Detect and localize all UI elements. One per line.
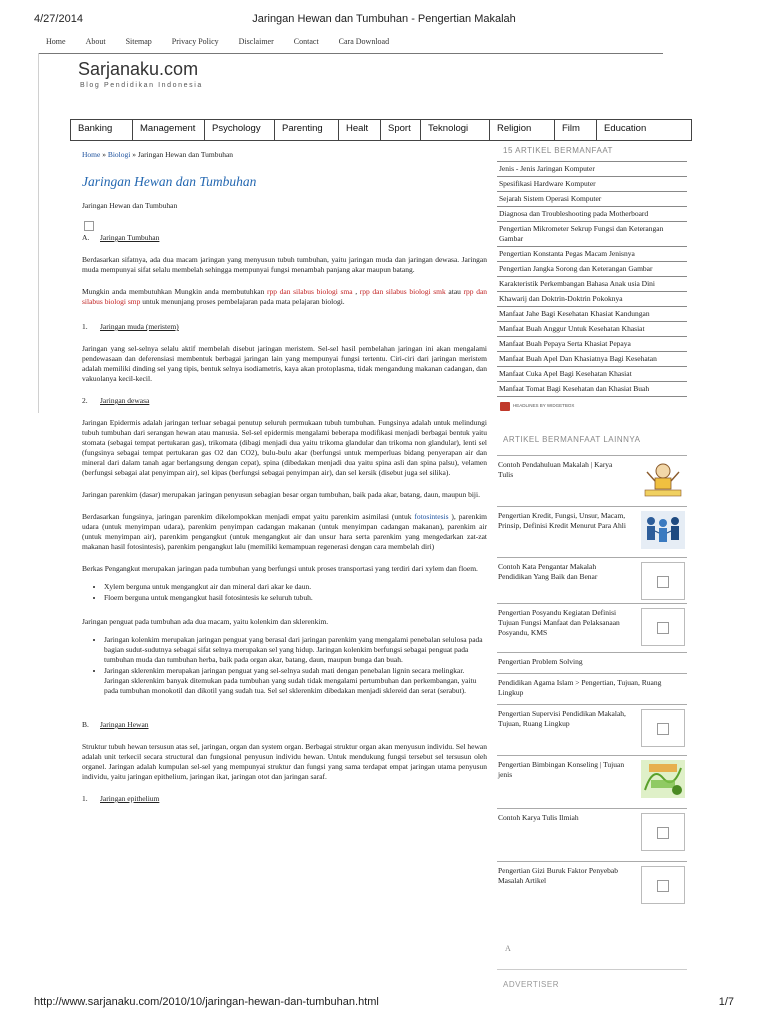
- category-psychology[interactable]: Psychology: [204, 120, 274, 140]
- paragraph: Berkas Pengangkut merupakan jaringan pada tumbuhan yang berfungsi untuk proses transportasi yang terdiri dari xylem dan floem.: [82, 564, 478, 573]
- related-item[interactable]: Pengertian Bimbingan Konseling | Tujuan jenis: [497, 756, 687, 809]
- category-parenting[interactable]: Parenting: [274, 120, 338, 140]
- related-item[interactable]: Pengertian Gizi Buruk Faktor Penyebab Masalah Artikel: [497, 862, 687, 914]
- article-link[interactable]: Jenis - Jenis Jaringan Komputer: [497, 162, 687, 177]
- paragraph-parenkim: Berdasarkan fungsinya, jaringan parenkim dikelompokkan menjadi empat yaitu parenkim asimilasi (untuk fotosintesis ), parenkim udara (untuk menyimpan udara), parenkim penyimpan cadangan makanan (untuk menyimpan cadangan makanan), parenkim air (untuk menyimpan air), parenkim pengangkut (untuk mengangkut air dan unsur hara serta parenkim yang mengedarkan zat-zat makanan hasil fotosintesis), parenkim pengangkut lalu (memiliki kemampuan regenerasi dengan cara membelah diri): [82, 512, 487, 551]
- paragraph: Struktur tubuh hewan tersusun atas sel, jaringan, organ dan system organ. Berbagai struktur organ akan menyusun individu. Sel hewan adalah unit terkecil secara structural dan fungsional penyusun individu hewan. Untuk mendukung fungsi tersebut sel tersusun oleh organel. Jaringan adalah kumpulan sel-sel yang mempunyai struktur dan fungsi yang sama terdapat empat jaringan utama penyusun individu, yaitu jaringan epithelium, jaringan ikat, jaringan otot dan jaringan saraf.: [82, 742, 487, 781]
- site-tagline: Blog Pendidikan Indonesia: [80, 82, 203, 89]
- article-list: [497, 161, 687, 397]
- article-link[interactable]: Manfaat Cuka Apel Bagi Kesehatan Khasiat: [497, 367, 687, 382]
- related-item[interactable]: Pengertian Supervisi Pendidikan Makalah, Tujuan, Ruang Lingkup: [497, 705, 687, 756]
- category-healt[interactable]: Healt: [338, 120, 380, 140]
- category-religion[interactable]: Religion: [489, 120, 554, 140]
- related-item[interactable]: Contoh Karya Tulis Ilmiah: [497, 809, 687, 862]
- headlines-badge[interactable]: HEADLINES BY WIDGETBOX: [500, 401, 687, 411]
- category-sport[interactable]: Sport: [380, 120, 420, 140]
- list-item: • Floem berguna untuk mengangkut hasil fotosintesis ke seluruh tubuh.: [104, 593, 487, 603]
- breadcrumb-separator: »: [130, 150, 138, 159]
- link-rpp-smp[interactable]: rpp dan silabus biologi smp: [82, 287, 488, 306]
- divider: [497, 969, 687, 970]
- broken-image-icon: [641, 608, 685, 646]
- nav-item-sitemap[interactable]: Sitemap: [125, 37, 152, 46]
- paragraph: Jaringan yang sel-selnya selalu aktif membelah disebut jaringan meristem. Sel-sel hasil pembelahan jaringan ini akan mengalami pendewasaan dan deferensiasi membentuk berbagai jaringan lain yang mempunyai fungsi tertentu. Ciri-ciri dari jaringan meristem adalah memiliki dinding sel yang tipis, bentuk selnya isodiametris, kaya akan protoplasma, tidak mengandung makanan cadangan, dan vakuolanya kecil-kecil.: [82, 344, 487, 383]
- article-link[interactable]: Manfaat Buah Anggur Untuk Kesehatan Khasiat: [497, 322, 687, 337]
- sidebar-heading: 15 ARTIKEL BERMANFAAT: [503, 146, 613, 155]
- paragraph: Jaringan penguat pada tumbuhan ada dua macam, yaitu kolenkim dan sklerenkim.: [82, 617, 329, 626]
- print-date: 4/27/2014: [34, 13, 83, 25]
- nav-item-cara-download[interactable]: Cara Download: [338, 37, 390, 46]
- related-item[interactable]: Pengertian Kredit, Fungsi, Unsur, Macam, Prinsip, Definisi Kredit Menurut Para Ahli: [497, 507, 687, 558]
- cartoon-thumbnail-icon[interactable]: [641, 460, 685, 498]
- paragraph: Jaringan Epidermis adalah jaringan terluar sebagai penutup seluruh permukaan tubuh tumbuhan. Fungsinya adalah untuk melindungi tubuh tumbuhan dari serangan hewan atau manusia. Sel-sel epidermis mengalami beberapa modifikasi menjadi berbagai bentuk yaitu stomata (sebagai tempat pertukaran gas), trikomata (dibagi menjadi dua yaitu trikoma glandular dan trikoma non glandular), lenti sel (fungsinya sebagai tempat pertukaran gas O2 dan CO2), bulu-bulu akar (berfungsi untuk memperluas bidang penyerapan air dan mineral dari dalam tanah agar berlangsung dengan cepat), spina (dibedakan menjadi dua yaitu spina asli dan spina palsu), velamen (berfungsi sebagai alat penyimpan air), sel kipas (berfungsi sebagai penyimpan air), dan sel kersik (disebut juga sel silika).: [82, 418, 487, 477]
- sidebar: [497, 146, 687, 954]
- section-heading-epithelium: 1. Jaringan epithelium: [82, 794, 160, 803]
- counseling-thumbnail-icon[interactable]: [641, 760, 685, 798]
- related-item[interactable]: Pendidikan Agama Islam > Pengertian, Tujuan, Ruang Lingkup: [497, 674, 687, 705]
- top-navigation: [38, 35, 663, 54]
- article-link[interactable]: Manfaat Buah Apel Dan Khasiatnya Bagi Kesehatan: [497, 352, 687, 367]
- article-link[interactable]: Pengertian Mikrometer Sekrup Fungsi dan Keterangan Gambar: [497, 222, 687, 247]
- post-title[interactable]: Jaringan Hewan dan Tumbuhan: [82, 174, 257, 189]
- category-education[interactable]: Education: [596, 120, 692, 140]
- article-link[interactable]: Manfaat Tomat Bagi Kesehatan dan Khasiat Buah: [497, 382, 687, 397]
- article-link[interactable]: Khawarij dan Doktrin-Doktrin Pokoknya: [497, 292, 687, 307]
- related-item[interactable]: Pengertian Problem Solving: [497, 653, 687, 674]
- broken-image-icon: [641, 562, 685, 600]
- section-heading-dewasa: 2. Jaringan dewasa: [82, 396, 150, 405]
- list-item: • Xylem berguna untuk mengangkut air dan mineral dari akar ke daun.: [104, 582, 487, 592]
- article: [82, 150, 487, 816]
- list-item: • Jaringan kolenkim merupakan jaringan penguat yang berasal dari jaringan parenkim yang mengalami penebalan selulosa pada bagian sudut-sudutnya sebagai sifat selnya merupakan sel yang hidup. Jaringan kolenkim berfungsi sebagai penguat pada tumbuhan muda dan tumbuhan herba, baik pada organ akar, batang, daun, maupun bunga dan buah.: [104, 635, 487, 665]
- category-teknologi[interactable]: Teknologi: [420, 120, 489, 140]
- sidebar-label: A: [505, 944, 511, 953]
- article-link[interactable]: Manfaat Buah Pepaya Serta Khasiat Pepaya: [497, 337, 687, 352]
- related-articles: [497, 455, 687, 914]
- article-link[interactable]: Diagnosa dan Troubleshooting pada Motherboard: [497, 207, 687, 222]
- link-rpp-smk[interactable]: rpp dan silabus biologi smk: [359, 287, 446, 296]
- breadcrumb: [82, 150, 487, 160]
- section-heading-a: A. Jaringan Tumbuhan: [82, 233, 160, 242]
- post-subtitle: Jaringan Hewan dan Tumbuhan: [82, 201, 178, 210]
- breadcrumb-category[interactable]: Biologi: [107, 150, 131, 159]
- print-url: http://www.sarjanaku.com/2010/10/jaringan-hewan-dan-tumbuhan.html: [34, 996, 379, 1008]
- sidebar-heading: ARTIKEL BERMANFAAT LAINNYA: [503, 435, 641, 444]
- broken-image-icon: [641, 866, 685, 904]
- nav-item-disclaimer[interactable]: Disclaimer: [238, 37, 274, 46]
- print-title: Jaringan Hewan dan Tumbuhan - Pengertian Makalah: [252, 13, 516, 25]
- paragraph: Berdasarkan sifatnya, ada dua macam jaringan yang menyusun tubuh tumbuhan, yaitu jaringan muda dan jaringan dewasa. Jaringan muda mempunyai sifat selalu membelah sehingga mempunyai fungsi menambah panjang akar maupun batang.: [82, 255, 487, 274]
- widgetbox-icon: [500, 402, 510, 411]
- nav-item-home[interactable]: Home: [46, 37, 66, 46]
- article-link[interactable]: Spesifikasi Hardware Komputer: [497, 177, 687, 192]
- broken-image-icon: [641, 709, 685, 747]
- related-item[interactable]: Contoh Kata Pengantar Makalah Pendidikan Yang Baik dan Benar: [497, 558, 687, 604]
- link-fotosintesis[interactable]: fotosintesis: [414, 512, 449, 521]
- breadcrumb-separator: »: [100, 150, 108, 159]
- section-heading-meristem: 1. Jaringan muda (meristem): [82, 322, 179, 331]
- article-link[interactable]: Pengertian Jangka Sorong dan Keterangan Gambar: [497, 262, 687, 277]
- print-header: [0, 13, 768, 33]
- article-link[interactable]: Pengertian Konstanta Pegas Macam Jenisnya: [497, 247, 687, 262]
- related-item[interactable]: Contoh Pendahuluan Makalah | Karya Tulis: [497, 456, 687, 507]
- category-menu: [70, 119, 692, 141]
- people-thumbnail-icon[interactable]: [641, 511, 685, 549]
- page-number: 1/7: [718, 996, 734, 1008]
- section-heading-b: B. Jaringan Hewan: [82, 720, 149, 729]
- list-item: • Jaringan sklerenkim merupakan jaringan penguat yang sel-selnya sudah mati dengan penebalan lignin secara melingkar. Jaringan sklerenkim banyak ditemukan pada tumbuhan yang sudah tidak mengalami pertumbuhan dan perkembangan, yaitu pada tumbuhan monokotil dan dikotil yang sudah tua. Sel sel sklerenkim dibedakan menjadi sklereid dan serat (serabut).: [104, 666, 487, 696]
- nav-item-contact[interactable]: Contact: [293, 37, 319, 46]
- related-item[interactable]: Pengertian Posyandu Kegiatan Definisi Tujuan Fungsi Manfaat dan Pelaksanaan Posyandu, KMS: [497, 604, 687, 653]
- breadcrumb-home[interactable]: Home: [82, 150, 101, 159]
- category-film[interactable]: Film: [554, 120, 596, 140]
- broken-image-icon: [641, 813, 685, 851]
- category-banking[interactable]: Banking: [70, 120, 132, 140]
- paragraph: Jaringan parenkim (dasar) merupakan jaringan penyusun sebagian besar organ tumbuhan, baik pada akar, batang, daun, maupun biji.: [82, 490, 480, 499]
- article-link[interactable]: Manfaat Jahe Bagi Kesehatan Khasiat Kandungan: [497, 307, 687, 322]
- broken-image-icon: [84, 221, 94, 231]
- site-title[interactable]: Sarjanaku.com: [78, 59, 199, 79]
- bullet-list: [82, 582, 487, 603]
- nav-item-privacy-policy[interactable]: Privacy Policy: [171, 37, 219, 46]
- nav-item-about[interactable]: About: [85, 37, 106, 46]
- breadcrumb-current: Jaringan Hewan dan Tumbuhan: [137, 150, 234, 159]
- bullet-list: [82, 635, 487, 696]
- category-management[interactable]: Management: [132, 120, 204, 140]
- frame-divider: [38, 53, 39, 413]
- article-link[interactable]: Sejarah Sistem Operasi Komputer: [497, 192, 687, 207]
- advertiser-heading: ADVERTISER: [503, 980, 559, 989]
- paragraph-rpp-links: Mungkin anda membutuhkan Mungkin anda membutuhkan rpp dan silabus biologi sma , rpp dan silabus biologi smk atau rpp dan silabus biologi smp untuk menunjang proses pembelajaran pada mata pelajaran biologi.: [82, 287, 488, 306]
- article-link[interactable]: Karakteristik Perkembangan Bahasa Anak usia Dini: [497, 277, 687, 292]
- link-rpp-sma[interactable]: rpp dan silabus biologi sma: [267, 287, 353, 296]
